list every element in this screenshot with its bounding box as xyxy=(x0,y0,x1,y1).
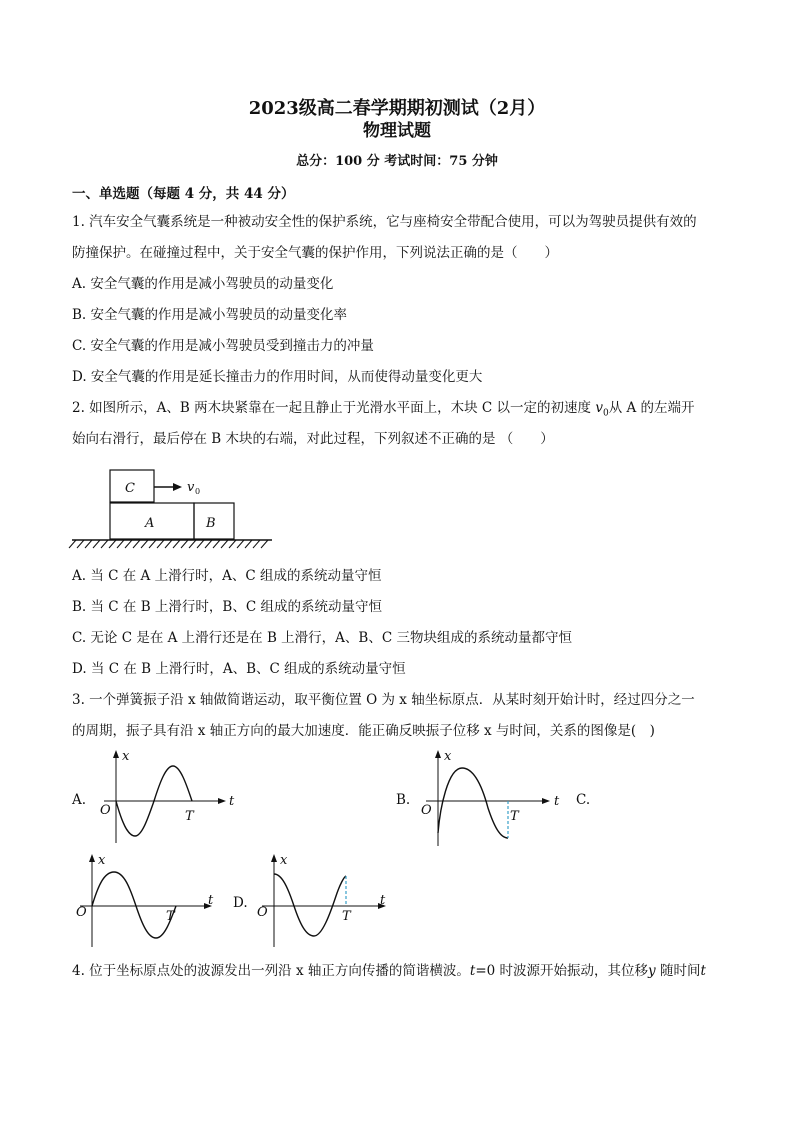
q4-t-var2: t xyxy=(700,963,706,979)
label-a: A xyxy=(145,516,155,531)
q3-stem-line1: 3. 一个弹簧振子沿 x 轴做简谐运动，取平衡位置 O 为 x 轴坐标原点．从某时刻开始计时，经过四分之一 xyxy=(72,692,695,708)
velocity-arrowhead xyxy=(173,483,182,491)
q3-option-a-label: A. xyxy=(72,792,87,808)
hatch-line xyxy=(101,540,108,548)
hatch-line xyxy=(149,540,156,548)
q4-stem-part1: 4. 位于坐标原点处的波源发出一列沿 x 轴正方向传播的简谐横波。 xyxy=(72,963,470,979)
q1-option-c: C. 安全气囊的作用是减小驾驶员受到撞击力的冲量 xyxy=(72,338,374,354)
q3-option-d-label: D. xyxy=(233,895,248,911)
hatch-line xyxy=(245,540,252,548)
ground-hatching xyxy=(69,540,268,548)
svg-text:O: O xyxy=(100,803,111,818)
q2-v0-sub: 0 xyxy=(602,408,609,419)
hatch-line xyxy=(117,540,124,548)
q2-option-d: D. 当 C 在 B 上滑行时，A、B、C 组成的系统动量守恒 xyxy=(72,661,406,677)
exam-title: 2023级高二春学期期初测试（2月） xyxy=(248,98,546,119)
hatch-line xyxy=(125,540,132,548)
q3-graph-a xyxy=(96,748,246,848)
q2-blocks-figure xyxy=(72,466,282,552)
svg-text:t: t xyxy=(208,893,214,908)
hatch-line xyxy=(189,540,196,548)
hatch-line xyxy=(77,540,84,548)
hatch-line xyxy=(109,540,116,548)
q2-stem-part2: 从 A 的左端开 xyxy=(608,400,695,416)
hatch-line xyxy=(85,540,92,548)
q2-option-a: A. 当 C 在 A 上滑行时，A、C 组成的系统动量守恒 xyxy=(72,568,382,584)
q4-stem-part2: =0 时波源开始振动，其位移 xyxy=(475,963,649,979)
q3-option-b-label: B. xyxy=(396,792,411,808)
hatch-line xyxy=(213,540,220,548)
q4-y-var: y xyxy=(648,963,656,979)
hatch-line xyxy=(181,540,188,548)
q1-option-a: A. 安全气囊的作用是减小驾驶员的动量变化 xyxy=(72,276,334,292)
section-heading: 一、单选题（每题 4 分，共 44 分） xyxy=(72,186,295,202)
label-b: B xyxy=(206,516,216,531)
svg-text:x: x xyxy=(444,749,452,764)
exam-meta: 总分：100 分 考试时间：75 分钟 xyxy=(296,154,498,169)
q2-stem-line2: 始向右滑行，最后停在 B 木块的右端，对此过程，下列叙述不正确的是 （ ） xyxy=(72,431,554,447)
svg-text:O: O xyxy=(421,803,432,818)
svg-text:T: T xyxy=(342,909,351,924)
hatch-line xyxy=(165,540,172,548)
hatch-line xyxy=(173,540,180,548)
svg-text:t: t xyxy=(380,893,386,908)
svg-text:t: t xyxy=(229,794,235,809)
svg-text:x: x xyxy=(122,749,130,764)
q2-stem-line1 xyxy=(72,398,695,424)
svg-text:x: x xyxy=(98,853,106,868)
q3-stem-line2: 的周期，振子具有沿 x 轴正方向的最大加速度．能正确反映振子位移 x 与时间，关系的图像是( ) xyxy=(72,723,655,739)
curve-b xyxy=(438,768,508,838)
label-c: C xyxy=(125,481,135,496)
hatch-line xyxy=(197,540,204,548)
q3-graph-b xyxy=(418,748,568,848)
q4-stem-line1 xyxy=(72,961,706,981)
hatch-line xyxy=(205,540,212,548)
q1-option-b: B. 安全气囊的作用是减小驾驶员的动量变化率 xyxy=(72,307,348,323)
q2-option-c: C. 无论 C 是在 A 上滑行还是在 B 上滑行，A、B、C 三物块组成的系统动量都守恒 xyxy=(72,630,572,646)
hatch-line xyxy=(237,540,244,548)
hatch-line xyxy=(141,540,148,548)
subject-title: 物理试题 xyxy=(363,121,431,141)
hatch-line xyxy=(157,540,164,548)
svg-text:x: x xyxy=(280,853,288,868)
q2-stem-part1: 2. 如图所示，A、B 两木块紧靠在一起且静止于光滑水平面上，木块 C 以一定的初速度 xyxy=(72,400,596,416)
q4-stem-part3: 随时间 xyxy=(655,963,701,979)
hatch-line xyxy=(69,540,76,548)
svg-text:T: T xyxy=(166,909,175,924)
svg-text:O: O xyxy=(76,905,87,920)
q3-graph-d xyxy=(254,852,404,952)
svg-text:T: T xyxy=(185,809,194,824)
curve-c xyxy=(92,872,176,938)
hatch-line xyxy=(253,540,260,548)
hatch-line xyxy=(93,540,100,548)
hatch-line xyxy=(261,540,268,548)
q2-v0: v xyxy=(595,400,603,416)
hatch-line xyxy=(133,540,140,548)
svg-text:O: O xyxy=(257,905,268,920)
svg-text:T: T xyxy=(510,809,519,824)
label-v: v xyxy=(187,480,195,495)
svg-text:t: t xyxy=(554,794,560,809)
hatch-line xyxy=(229,540,236,548)
q1-stem-line2: 防撞保护。在碰撞过程中，关于安全气囊的保护作用，下列说法正确的是（ ） xyxy=(72,245,558,261)
hatch-line xyxy=(221,540,228,548)
label-v-sub: 0 xyxy=(195,487,201,496)
q3-option-c-label: C. xyxy=(576,792,591,808)
q4-t-var: t xyxy=(469,963,476,979)
q1-option-d: D. 安全气囊的作用是延长撞击力的作用时间，从而使得动量变化更大 xyxy=(72,369,483,385)
q1-stem-line1: 1. 汽车安全气囊系统是一种被动安全性的保护系统，它与座椅安全带配合使用，可以为驾驶员提供有效的 xyxy=(72,214,697,230)
q2-option-b: B. 当 C 在 B 上滑行时，B、C 组成的系统动量守恒 xyxy=(72,599,382,615)
q3-graph-c xyxy=(72,852,222,952)
curve-d xyxy=(274,874,346,936)
